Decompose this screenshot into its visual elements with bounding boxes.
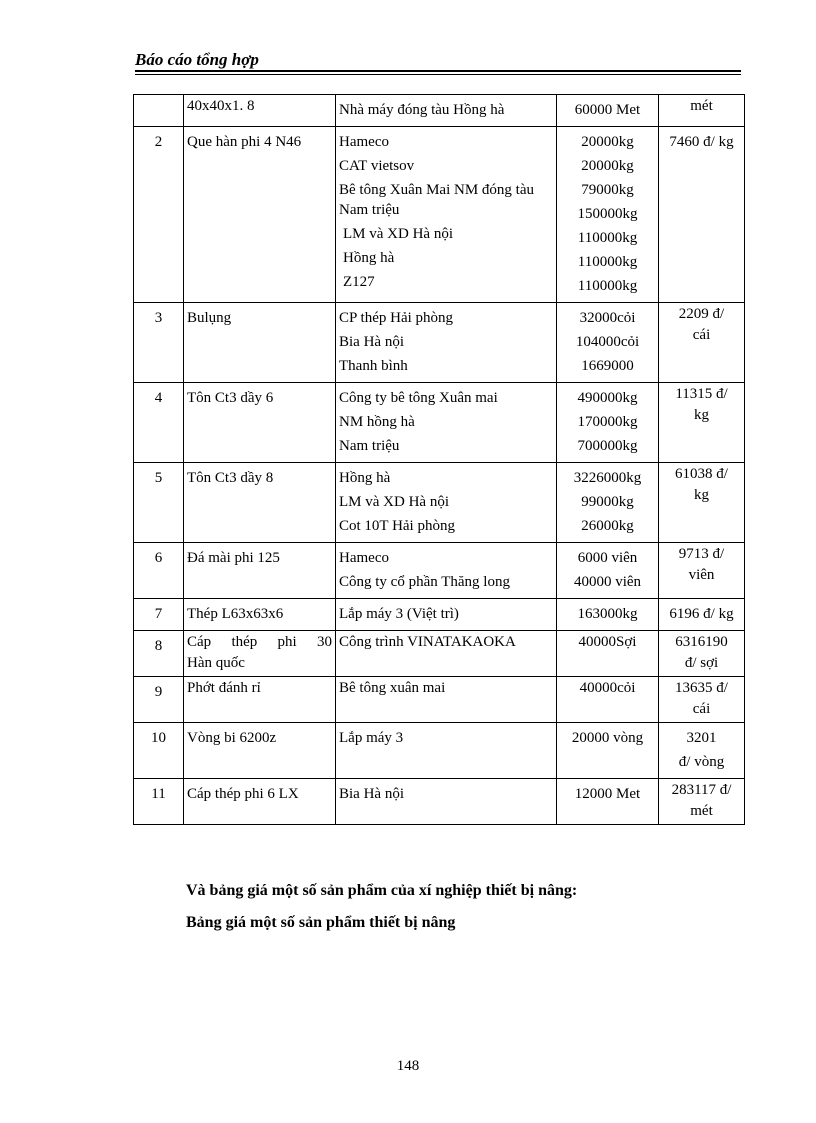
table-row [134,127,745,303]
table-row [134,599,745,631]
cell-material: Cáp thép phi 30 Hàn quốc [184,631,336,677]
table-row [134,677,745,723]
cell-supplier: Công ty bê tông Xuân mai NM hồng hà Nam triệu [336,383,557,463]
cell-price: 6196 đ/ kg [659,599,745,631]
cell-no: 9 [134,677,184,723]
cell-quantity: 40000cỏi [557,677,659,723]
cell-price: 13635 đ/ cái [659,677,745,723]
page-number: 148 [396,1058,420,1074]
cell-material: 40x40x1. 8 [184,95,336,127]
cell-supplier: Nhà máy đóng tàu Hồng hà [336,95,557,127]
cell-material: Thép L63x63x6 [184,599,336,631]
cell-no: 6 [134,543,184,599]
cell-no: 5 [134,463,184,543]
supplier-table [133,94,745,825]
cell-quantity: 12000 Met [557,779,659,825]
cell-price: 7460 đ/ kg [659,127,745,303]
table-row [134,779,745,825]
table-row [134,303,745,383]
cell-quantity: 32000cỏi 104000cỏi 1669000 [557,303,659,383]
cell-quantity: 60000 Met [557,95,659,127]
table-row [134,383,745,463]
cell-supplier: Lắp máy 3 (Việt trì) [336,599,557,631]
cell-price: 9713 đ/ viên [659,543,745,599]
cell-quantity: 490000kg 170000kg 700000kg [557,383,659,463]
cell-no: 11 [134,779,184,825]
cell-price: mét [659,95,745,127]
cell-material: Tôn Ct3 dầy 6 [184,383,336,463]
body-paragraph-2: Bảng giá một số sản phẩm thiết bị nâng [186,914,456,931]
header-rule-thick [135,70,741,72]
cell-quantity: 6000 viên 40000 viên [557,543,659,599]
cell-quantity: 20000kg 20000kg 79000kg 150000kg 110000kg 110000kg 110000kg [557,127,659,303]
table-row [134,631,745,677]
cell-supplier: Hameco CAT vietsov Bê tông Xuân Mai NM đóng tàu Nam triệu LM và XD Hà nội Hồng hà Z127 [336,127,557,303]
cell-material: Cáp thép phi 6 LX [184,779,336,825]
cell-material: Đá mài phi 125 [184,543,336,599]
cell-price: 283117 đ/ mét [659,779,745,825]
cell-quantity: 163000kg [557,599,659,631]
cell-quantity: 20000 vòng [557,723,659,779]
table-row [134,543,745,599]
cell-price: 2209 đ/ cái [659,303,745,383]
cell-no: 8 [134,631,184,677]
cell-supplier: CP thép Hải phòng Bia Hà nội Thanh bình [336,303,557,383]
cell-price: 11315 đ/ kg [659,383,745,463]
body-paragraph-1: Và bảng giá một số sản phẩm của xí nghiệp thiết bị nâng: [186,882,578,899]
cell-no: 4 [134,383,184,463]
cell-supplier: Hồng hà LM và XD Hà nội Cot 10T Hải phòng [336,463,557,543]
cell-material: Tôn Ct3 dầy 8 [184,463,336,543]
cell-material: Que hàn phi 4 N46 [184,127,336,303]
cell-supplier: Lắp máy 3 [336,723,557,779]
cell-price: 3201 đ/ vòng [659,723,745,779]
cell-price: 61038 đ/ kg [659,463,745,543]
cell-no: 2 [134,127,184,303]
cell-supplier: Bê tông xuân mai [336,677,557,723]
cell-supplier: Bia Hà nội [336,779,557,825]
cell-no: 10 [134,723,184,779]
table-row [134,723,745,779]
cell-quantity: 40000Sợi [557,631,659,677]
cell-material: Phớt đánh rỉ [184,677,336,723]
cell-supplier: Hameco Công ty cổ phần Thăng long [336,543,557,599]
cell-material: Vòng bi 6200z [184,723,336,779]
header-title: Báo cáo tổng hợp [135,50,259,69]
cell-material: Bulụng [184,303,336,383]
table-row [134,95,745,127]
cell-price: 6316190 đ/ sợi [659,631,745,677]
cell-no [134,95,184,127]
header-rule-thin [135,74,741,75]
cell-no: 7 [134,599,184,631]
cell-no: 3 [134,303,184,383]
cell-quantity: 3226000kg 99000kg 26000kg [557,463,659,543]
cell-supplier: Công trình VINATAKAOKA [336,631,557,677]
table-row [134,463,745,543]
